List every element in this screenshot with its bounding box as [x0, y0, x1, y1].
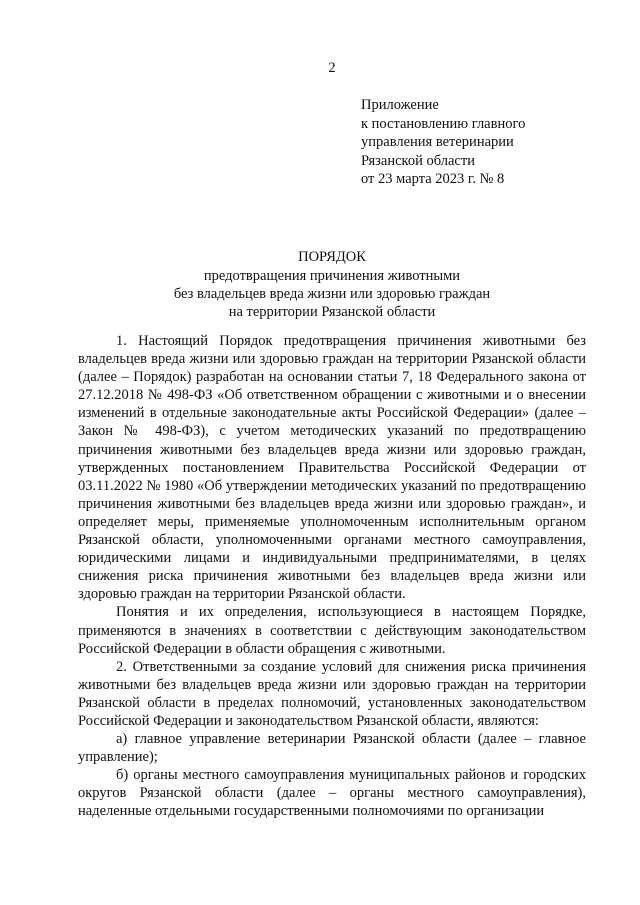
paragraph: а) главное управление ветеринарии Рязанской области (далее – главное управление); [78, 731, 586, 766]
document-title-block [0, 248, 640, 321]
document-subtitle-line: на территории Рязанской области [228, 304, 436, 320]
appendix-line: управления ветеринарии [361, 134, 514, 150]
paragraph: 2. Ответственными за создание условий для снижения риска причинения животными без владельцев вреда жизни или здоровью граждан на территории Рязанской области в пределах полномочий, установленных законодательством Российской Федерации и законодательством Рязанской области, являются: [78, 658, 586, 729]
page-number: 2 [328, 60, 336, 76]
paragraph: б) органы местного самоуправления муниципальных районов и городских округов Рязанской области (далее – органы местного самоуправления), наделенные отдельными государственными полномочиями по организации [78, 767, 586, 820]
document-subtitle-line: предотвращения причинения животными [203, 268, 461, 284]
appendix-header [361, 96, 525, 189]
document-body [78, 332, 586, 821]
appendix-line: к постановлению главного [361, 115, 526, 132]
paragraph: 1. Настоящий Порядок предотвращения причинения животными без владельцев вреда жизни или здоровью граждан на территории Рязанской области (далее – Порядок) разработан на основании статьи 7, 18 Федерального закона от 27.12.2018 № 498-ФЗ «Об ответственном обращении с животными и о внесении изменений в отдельные законодательные акты Российской Федерации» (далее – Закон № 498-ФЗ), с учетом методических указаний по предотвращению причинения животными без владельцев вреда жизни или здоровью граждан, утвержденных постановлением Правительства Российской Федерации от 03.11.2022 № 1980 «Об утверждении методических указаний по предотвращению причинения животными без владельцев вреда жизни или здоровью граждан», и определяет меры, применяемые уполномоченным исполнительным органом Рязанской области, уполномоченными органами местного самоуправления, юридическими лицами и индивидуальными предпринимателями, в целях снижения риска причинения животными без владельцев вреда жизни или здоровью граждан на территории Рязанской области. [78, 333, 586, 603]
paragraph: Понятия и их определения, использующиеся в настоящем Порядке, применяются в значениях в соответствии с действующим законодательством Российской Федерации в области обращения с животными. [78, 604, 586, 657]
appendix-line: от 23 марта 2023 г. № 8 [361, 171, 505, 187]
appendix-line: Приложение [361, 97, 439, 113]
document-subtitle-line: без владельцев вреда жизни или здоровью граждан [173, 286, 491, 302]
document-title: ПОРЯДОК [298, 249, 366, 265]
appendix-line: Рязанской области [361, 152, 475, 169]
